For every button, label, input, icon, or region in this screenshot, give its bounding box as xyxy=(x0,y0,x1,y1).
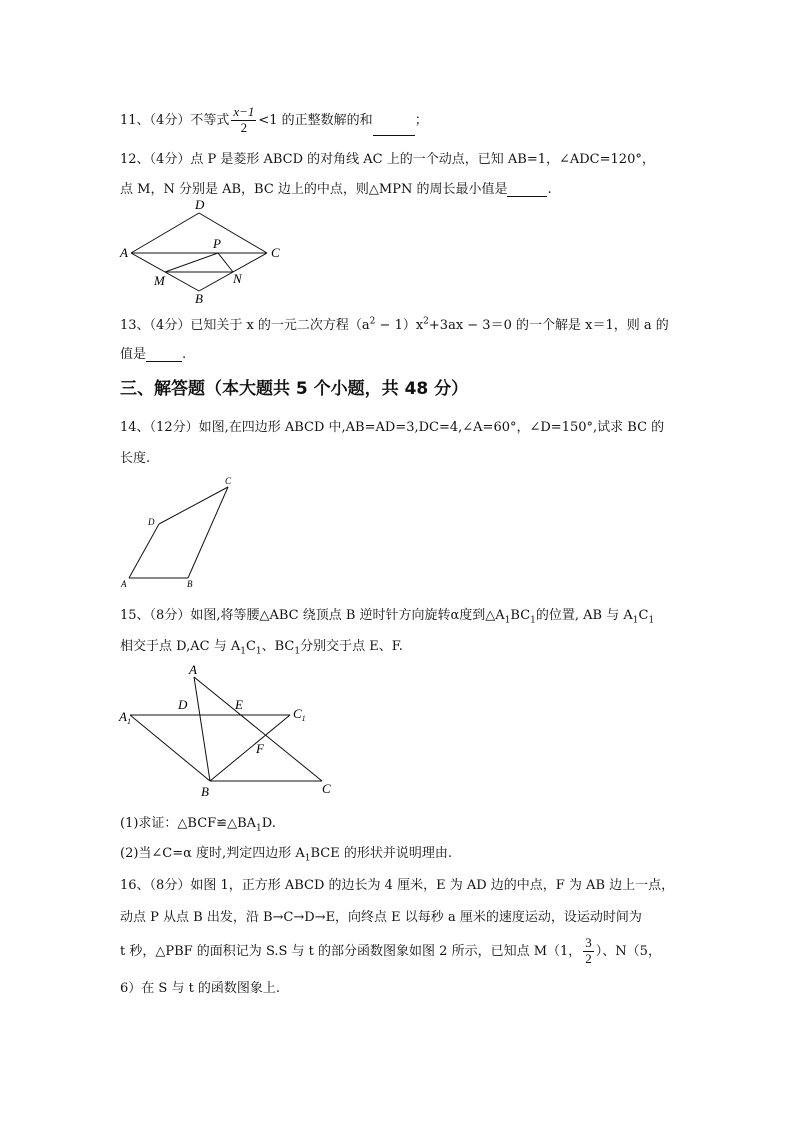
answer-blank xyxy=(507,196,547,197)
q16-fraction: $\frac{3}{2}$ xyxy=(585,935,592,966)
q14-line2: 长度. xyxy=(120,451,151,466)
q14-quadrilateral-figure xyxy=(115,474,245,594)
label-A: A xyxy=(189,662,197,677)
label-C: C xyxy=(322,781,331,796)
answer-blank xyxy=(373,135,415,136)
q12-line2: 点 M，N 分别是 AB，BC 边上的中点，则△MPN 的周长最小值是 . xyxy=(120,182,552,197)
q12-rhombus-figure xyxy=(110,195,310,307)
q13-line1: 13、（4分）已知关于 x 的一元二次方程$(a^2 - 1)x^2+3ax - 3=0$ 的一个解是 x＝1，则 a 的 xyxy=(120,316,669,333)
q15-part1: (1)求证：$\triangle BCF≌\triangle BA_1D$. xyxy=(120,816,276,834)
label-D: D xyxy=(178,697,188,712)
q11-number: 11、（4分） xyxy=(120,112,191,128)
q16-line2: 动点 P 从点 B 出发，沿 B→C→D→E，向终点 E 以每秒 a 厘米的速度运动，设运动时间为 xyxy=(120,910,642,925)
q15-line1: 15、（8分）如图,将等腰△ABC 绕顶点 B 逆时针方向旋转α度到$\triangle A_1BC_1$的位置, AB 与 $A_1C_1$ xyxy=(120,608,655,626)
q15-part2: (2)当∠C=α 度时,判定四边形 $A_1BCE$ 的形状并说明理由. xyxy=(120,846,452,864)
q12-line1: 12、（4分）点 P 是菱形 ABCD 的对角线 AC 上的一个动点，已知 AB=1，∠ADC=120°， xyxy=(120,152,655,167)
label-A1: $A_1$ xyxy=(119,709,131,726)
q14-line1: 14、（12分）如图,在四边形 ABCD 中,AB=AD=3,DC=4,∠A=60°，∠D=150°,试求 BC 的 xyxy=(120,420,665,435)
label-F: F xyxy=(256,741,264,756)
label-C: C xyxy=(225,476,232,486)
label-P: P xyxy=(213,236,221,251)
label-A: A xyxy=(121,579,127,589)
label-M: M xyxy=(154,273,165,288)
label-B: B xyxy=(195,291,203,306)
section-heading: 三、解答题（本大题共 5 个小题，共 48 分） xyxy=(120,379,469,399)
q13-line2: 值是 . xyxy=(120,347,187,362)
label-E: E xyxy=(235,697,243,712)
label-C: C xyxy=(271,245,280,260)
q16-line4: 6）在 S 与 t 的函数图象上. xyxy=(120,981,281,996)
label-B: B xyxy=(187,579,193,589)
q16-line1: 16、（8分）如图 1，正方形 ABCD 的边长为 4 厘米，E 为 AD 边的中点，F 为 AB 边上一点， xyxy=(120,878,675,893)
label-D: D xyxy=(195,197,205,212)
label-N: N xyxy=(233,271,242,286)
label-C1: $C_1$ xyxy=(293,706,306,723)
q15-line2: 相交于点 D,AC 与 $A_1C_1$、$BC_1$分别交于点 E、F. xyxy=(120,639,403,657)
answer-blank xyxy=(146,361,182,362)
q16-line3: t 秒，△PBF 的面积记为 S.S 与 t 的部分函数图象如图 2 所示，已知点 M（1， $\frac{3}{2}$ ）、N（5， xyxy=(120,935,661,966)
label-A: A xyxy=(120,245,128,260)
label-B: B xyxy=(201,784,209,799)
label-D: D xyxy=(148,517,155,527)
q15-rotation-figure xyxy=(112,660,347,800)
q11-line: 11、（4分）不等式 $\frac{x-1}{2}$ <1 的正整数解的和 ； xyxy=(120,104,428,135)
q11-fraction: $\frac{x-1}{2}$ xyxy=(233,104,255,135)
